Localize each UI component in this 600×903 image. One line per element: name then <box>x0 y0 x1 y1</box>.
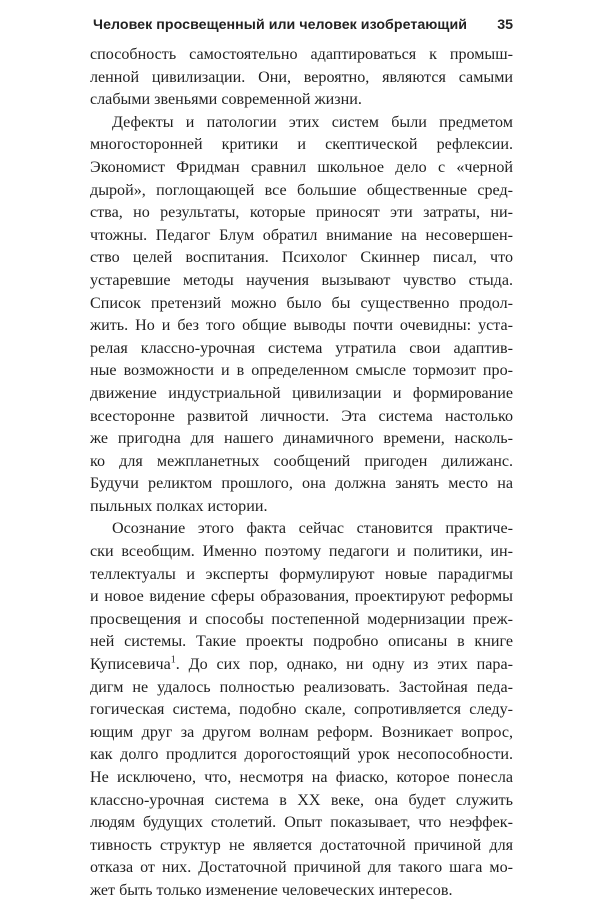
text-line: ко для межпланетных сообщений пригоден дилижанс. <box>90 452 513 470</box>
running-title: Человек просвещенный или человек изобретающий <box>93 17 467 33</box>
paragraph-1 <box>90 44 513 112</box>
text-line: ней системы. Такие проекты подробно описаны в книге <box>90 633 513 651</box>
footnote-author: Куписевича <box>90 656 171 674</box>
text-line: ски всеобщим. Именно поэтому педагоги и политики, ин- <box>90 543 513 561</box>
text-line: чтожны. Педагог Блум обратил внимание на несовершен- <box>90 226 513 244</box>
text-line: ства, но результаты, которые приносят эти затраты, ни- <box>90 204 513 222</box>
paragraph-3 <box>90 518 513 902</box>
text-line: устаревшие методы научения вызывают чувство стыда. <box>90 271 513 289</box>
text-line: классно-урочная система в XX веке, она будет служить <box>90 791 513 809</box>
text-line: Не исключено, что, несмотря на фиаско, которое понесла <box>90 769 513 786</box>
text-line: релая классно-урочная система утратила свои адаптив- <box>90 339 513 357</box>
footnote-marker: 1 <box>170 654 176 666</box>
text-line: ство целей воспитания. Психолог Скиннер писал, что <box>90 249 513 267</box>
text-line: жет быть только изменение человеческих интересов. <box>90 881 453 899</box>
text-line-with-footnote <box>90 654 513 677</box>
text-line: слабыми звеньями современной жизни. <box>90 91 362 109</box>
line-rest: гм не удалось полностью реализовать. Застойная педа- <box>106 678 513 696</box>
running-head <box>90 17 513 37</box>
text-line: Осознание этого факта сейчас становится практиче- <box>112 520 513 538</box>
text-line: гогическая система, подобно скале, сопротивляется следу- <box>90 701 513 719</box>
text-line: ные возможности и в определенном смысле тормозит про- <box>90 362 513 380</box>
text-line: движение индустриальной цивилизации и формирование <box>90 384 513 402</box>
text-line: многосторонней критики и скептической рефлексии. <box>90 136 513 154</box>
text-line: способность самостоятельно адаптироваться к промыш- <box>90 46 513 63</box>
text-line: ющим друг за другом волнам реформ. Возникает вопрос, <box>90 723 513 741</box>
text-line: просвещения и способы постепенной модернизации преж- <box>90 610 513 628</box>
paragraph-2 <box>90 112 513 519</box>
text-line: теллектуалы и эксперты формулируют новые парадигмы <box>90 565 513 583</box>
text-line: и новое видение сферы образования, проектируют реформы <box>90 588 513 606</box>
text-line: дырой», поглощающей все большие общественные сред- <box>90 181 513 199</box>
text-line: людям будущих столетий. Опыт показывает, что неэффек- <box>90 814 513 832</box>
page-number: 35 <box>497 17 513 33</box>
body-text <box>90 44 513 903</box>
text-line: Будучи реликтом прошлого, она должна занять место на <box>90 475 513 493</box>
text-line: же пригодна для нашего динамичного времени, насколь- <box>90 430 513 448</box>
footnote-line-continuation: . До сих пор, однако, ни одну из этих пара- <box>175 656 513 674</box>
text-line: Экономист Фридман сравнил школьное дело с «черной <box>90 158 513 176</box>
text-line: Список претензий можно было бы существенно продол- <box>90 294 513 312</box>
text-line: тивность структур не является достаточной причиной для <box>90 836 513 854</box>
text-line: Дефекты и патологии этих систем были предметом <box>112 113 513 131</box>
text-line: пыльных полках истории. <box>90 497 268 515</box>
text-line: как долго продлится дорогостоящий урок несопособности. <box>90 746 513 764</box>
text-line: жить. Но и без того общие выводы почти очевидны: уста- <box>90 317 513 335</box>
text-line: отказа от них. Достаточной причиной для такого шага мо- <box>90 859 513 877</box>
line-start-fragment: ди <box>90 678 107 696</box>
text-line: ленной цивилизации. Они, вероятно, являются самыми <box>90 68 513 86</box>
text-line: всесторонне развитой личности. Эта система настолько <box>90 407 513 425</box>
text-line <box>90 677 513 700</box>
